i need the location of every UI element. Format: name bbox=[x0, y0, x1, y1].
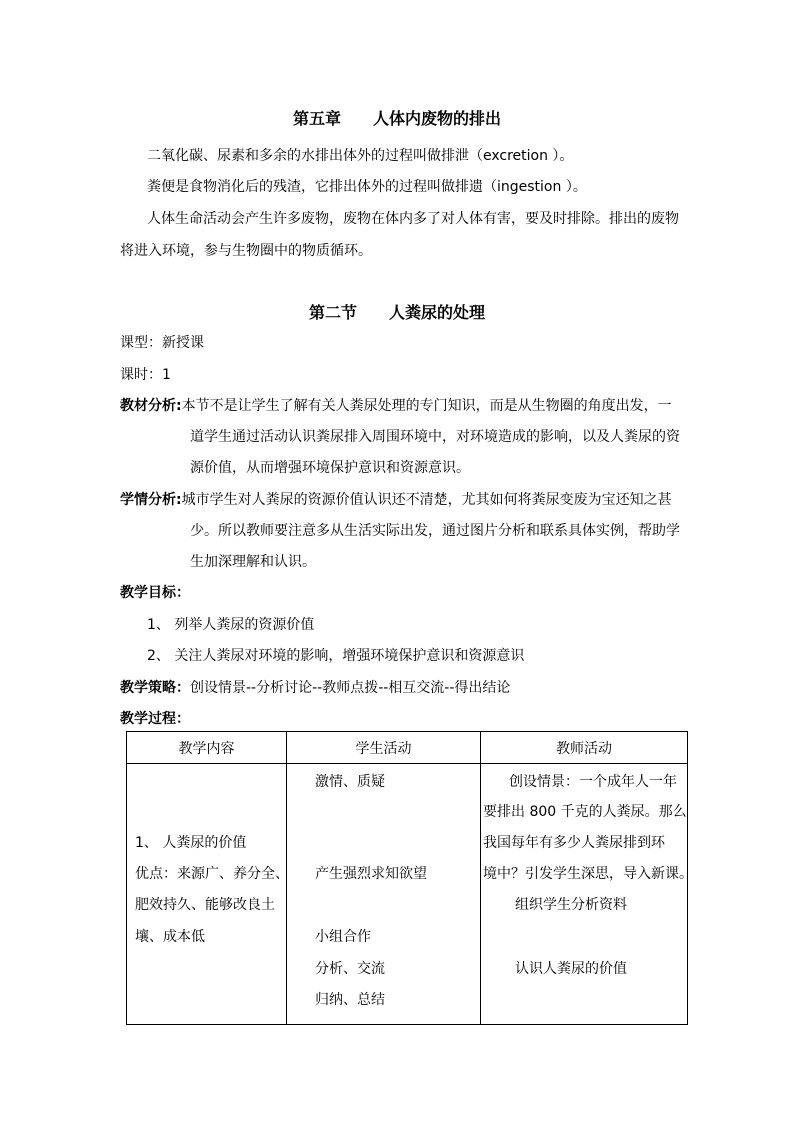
student-line-4: 分析、交流 bbox=[315, 961, 385, 977]
student-analysis-first-line bbox=[120, 489, 672, 509]
content-cell bbox=[127, 764, 287, 1025]
teacher-line-3: 我国每年有多少人粪尿排到环 bbox=[483, 835, 665, 851]
teacher-line-2: 要排出 800 千克的人粪尿。那么 bbox=[483, 804, 687, 820]
chapter-title: 第五章 人体内废物的排出 bbox=[292, 109, 501, 128]
material-analysis-first-line bbox=[120, 395, 672, 415]
material-analysis-text-2: 道学生通过活动认识粪尿排入周围环境中，对环境造成的影响，以及人粪尿的资 bbox=[190, 429, 680, 445]
content-line-4: 壤、成本低 bbox=[135, 929, 205, 945]
objectives-label: 教学目标： bbox=[120, 585, 190, 601]
teacher-line-1: 创设情景：一个成年人一年 bbox=[509, 774, 677, 790]
material-analysis-text-1: 本节不是让学生了解有关人粪尿处理的专门知识，而是从生物圈的角度出发，一 bbox=[181, 398, 672, 414]
teacher-line-6: 认识人粪尿的价值 bbox=[515, 961, 627, 977]
student-analysis-text-3: 生加深理解和认识。 bbox=[190, 554, 316, 570]
header-teacher-activity: 教师活动 bbox=[481, 732, 688, 764]
lesson-type: 课型：新授课 bbox=[120, 335, 204, 351]
content-line-2: 优点：来源广、养分全、 bbox=[135, 866, 289, 882]
table-row bbox=[127, 764, 688, 1025]
student-analysis-label: 学情分析: bbox=[120, 492, 182, 508]
student-line-1: 激情、质疑 bbox=[315, 774, 385, 790]
objective-item-2: 2、 关注人粪尿对环境的影响，增强环境保护意识和资源意识 bbox=[147, 648, 525, 664]
material-analysis-label: 教材分析: bbox=[120, 398, 182, 414]
strategy-label: 教学策略： bbox=[120, 680, 190, 696]
strategy-text: 创设情景--分析讨论--教师点拨--相互交流--得出结论 bbox=[190, 680, 511, 696]
intro-paragraph-3: 人体生命活动会产生许多废物，废物在体内多了对人体有害，要及时排除。排出的废物 bbox=[147, 211, 679, 227]
section-title: 第二节 人粪尿的处理 bbox=[308, 303, 485, 322]
student-line-2: 产生强烈求知欲望 bbox=[315, 866, 427, 882]
content-line-1: 1、 人粪尿的价值 bbox=[135, 835, 247, 851]
teacher-line-5: 组织学生分析资料 bbox=[515, 897, 627, 913]
student-analysis-text-1: 城市学生对人粪尿的资源价值认识还不清楚，尤其如何将粪尿变废为宝还知之甚 bbox=[181, 492, 672, 508]
process-label: 教学过程： bbox=[120, 711, 190, 727]
teaching-process-table bbox=[126, 731, 693, 1025]
lesson-hours: 课时：1 bbox=[120, 367, 171, 383]
content-line-3: 肥效持久、能够改良土 bbox=[135, 897, 275, 913]
header-student-activity: 学生活动 bbox=[287, 732, 481, 764]
header-teaching-content: 教学内容 bbox=[127, 732, 287, 764]
student-line-3: 小组合作 bbox=[315, 929, 371, 945]
intro-paragraph-1: 二氧化碳、尿素和多余的水排出体外的过程叫做排泄（excretion ）。 bbox=[147, 148, 574, 164]
teacher-line-4: 境中？引发学生深思，导入新课。 bbox=[483, 866, 693, 882]
intro-paragraph-2: 粪便是食物消化后的残渣，它排出体外的过程叫做排遗（ingestion ）。 bbox=[147, 179, 587, 195]
intro-paragraph-3-cont: 将进入环境，参与生物圈中的物质循环。 bbox=[120, 243, 372, 259]
material-analysis-text-3: 源价值，从而增强环境保护意识和资源意识。 bbox=[190, 460, 470, 476]
student-line-5: 归纳、总结 bbox=[315, 992, 385, 1008]
objective-item-1: 1、 列举人粪尿的资源价值 bbox=[147, 617, 315, 633]
strategy-line bbox=[120, 677, 510, 697]
student-analysis-text-2: 少。所以教师要注意多从生活实际出发，通过图片分析和联系具体实例，帮助学 bbox=[190, 523, 680, 539]
teacher-activity-cell bbox=[481, 764, 693, 1025]
table-header-row bbox=[127, 732, 688, 764]
student-activity-cell bbox=[287, 764, 481, 1025]
